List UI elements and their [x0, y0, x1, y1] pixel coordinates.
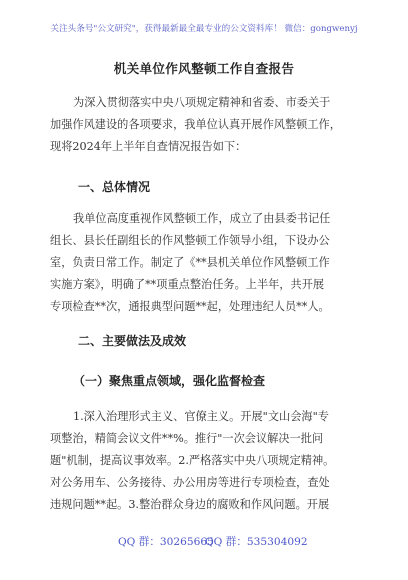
footer-qq-group-2: QQ 群：535304092 [205, 536, 308, 548]
section-2-line: 项整治，精简会议文件**%。推行"一次会议解决一批问 [50, 432, 324, 445]
intro-paragraph [50, 92, 362, 158]
intro-line: 为深入贯彻落实中央八项规定精神和省委、市委关于 [73, 96, 331, 109]
section-2-subheading: （一）聚焦重点领域，强化监督检查 [73, 374, 266, 388]
section-2-paragraph [50, 406, 362, 516]
section-2-line: 题"机制，提高议事效率。2.严格落实中央八项规定精神。 [50, 454, 335, 467]
section-2-line: 1.深入治理形式主义、官僚主义。开展"文山会海"专 [73, 410, 329, 423]
section-2-heading: 二、主要做法及成效 [78, 334, 187, 348]
section-1-line: 专项检查**次，通报典型问题**起，处理违纪人员**人。 [50, 300, 330, 313]
section-1-line: 室，负责日常工作。制定了《**县机关单位作风整顿工作 [50, 256, 330, 269]
section-2-line: 违规问题**起。3.整治群众身边的腐败和作风问题。开展 [50, 498, 330, 511]
section-1-line: 实施方案》，明确了**项重点整治任务。上半年，共开展 [50, 278, 325, 291]
section-1-line: 组长、县长任副组长的作风整顿工作领导小组，下设办公 [50, 234, 330, 247]
section-1-paragraph [50, 208, 362, 318]
section-2-line: 对公务用车、公务接待、办公用房等进行专项检查，查处 [50, 476, 330, 489]
document-title: 机关单位作风整顿工作自查报告 [113, 61, 295, 76]
section-1-heading: 一、总体情况 [78, 180, 151, 194]
section-1-line: 我单位高度重视作风整顿工作，成立了由县委书记任 [73, 212, 331, 225]
intro-line: 加强作风建设的各项要求，我单位认真开展作风整顿工作， [50, 118, 341, 131]
intro-line: 现将2024年上半年自查情况报告如下： [50, 140, 247, 153]
header-banner: 关注头条号"公文研究"，获得最新最全最专业的公文资料库！ 微信：gongwenyj [50, 24, 358, 34]
footer-qq-group-1: QQ 群：30265665 [118, 536, 214, 548]
